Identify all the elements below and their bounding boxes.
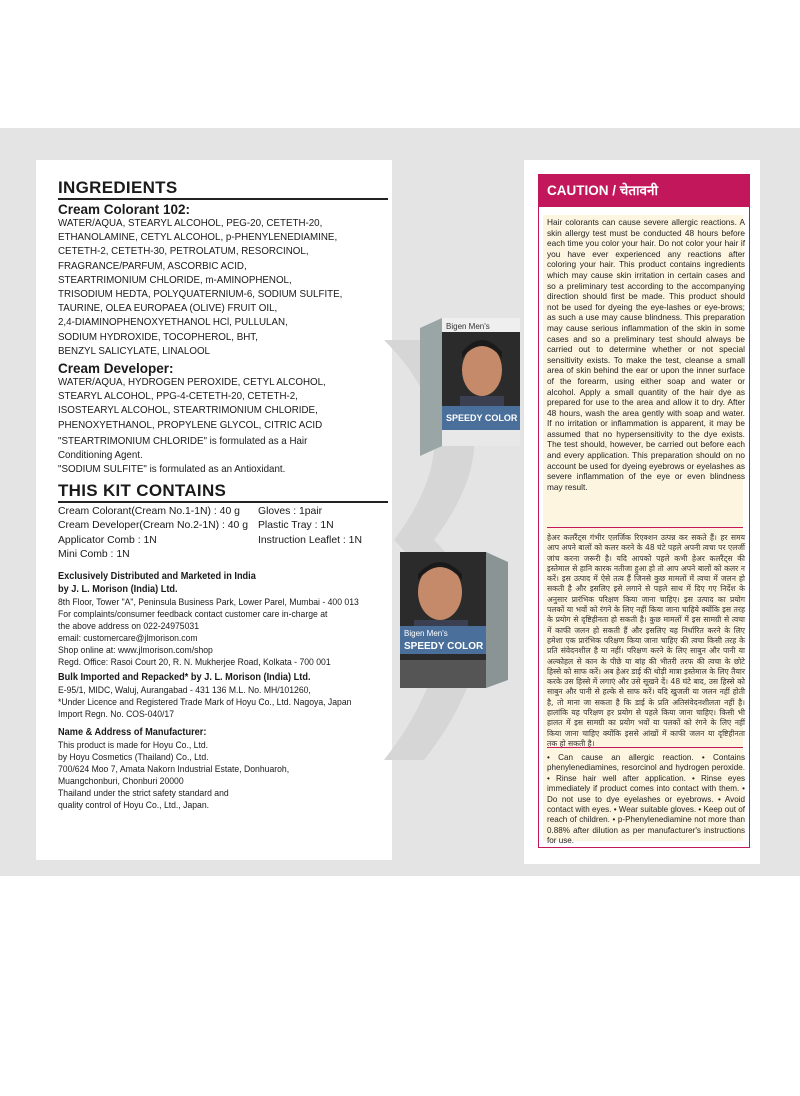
cream-colorant-list: WATER/AQUA, STEARYL ALCOHOL, PEG-20, CETETH-20, ETHANOLAMINE, CETYL ALCOHOL, p-PHENYLENEDIAMINE, CETETH-2, CETETH-30, PETROLATUM, RESORCINOL, FRAGRANCE/PARFUM, ASCORBIC ACID, STEARTRIMONIUM CHLORIDE, m-AMINOPHENOL, TRISODIUM HEDTA, POLYQUATERNIUM-6, SODIUM SULFITE, TAURINE, OLEA EUROPAEA (OLIVE) FRUIT OIL, 2,4-DIAMINOPHENOXYETHANOL HCl, PULLULAN, SODIUM HYDROXIDE, TOCOPHEROL, BHT, BENZYL SALICYLATE, LINALOOL	[58, 218, 343, 357]
distributed-heading: Exclusively Distributed and Marketed in India by J. L. Morison (India) Ltd.	[58, 571, 256, 595]
caution-header	[539, 175, 749, 207]
divider	[58, 198, 388, 200]
divider	[58, 501, 388, 503]
kit-item: Plastic Tray : 1N	[258, 520, 334, 532]
brand-label: Bigen Men's	[404, 629, 448, 638]
caution-body	[543, 215, 745, 846]
caution-frame	[538, 174, 750, 848]
cream-developer-list: WATER/AQUA, HYDROGEN PEROXIDE, CETYL ALCOHOL, STEARYL ALCOHOL, PPG-4-CETETH-20, CETETH-2, ISOSTEARYL ALCOHOL, STEARTRIMONIUM CHLORIDE, PHENOXYETHANOL, PROPYLENE GLYCOL, CITRIC ACID	[58, 377, 326, 431]
ingredients-title: INGREDIENTS	[58, 178, 178, 197]
kit-item: Gloves : 1pair	[258, 506, 323, 518]
kit-item: Instruction Leaflet : 1N	[258, 535, 362, 547]
divider	[547, 747, 743, 748]
caution-bullets: • Can cause an allergic reaction. • Contains phenylenediamines, resorcinol and hydrogen peroxide. • Rinse hair well after application. • Rinse eyes immediately if product comes into contact with them. • Do not use to dye eyelashes or eyebrows. • Avoid contact with eyes. • Wear suitable gloves. • Keep out of reach of children. • p-Phenylenediamine not more than 0.88% after dilution as per manufacturer's instructions for use.	[547, 753, 745, 846]
kit-item: Applicator Comb : 1N	[58, 535, 157, 547]
kit-title: THIS KIT CONTAINS	[58, 481, 227, 501]
brand-label: Bigen Men's	[446, 322, 490, 331]
imported-text: E-95/1, MIDC, Waluj, Aurangabad - 431 136 M.L. No. MH/101260, *Under Licence and Registered Trade Mark of Hoyu Co., Ltd. Nagoya, Japan Import Regn. No. COS-040/17	[58, 684, 352, 720]
kit-contents	[58, 505, 388, 563]
manufacturer-heading: Name & Address of Manufacturer:	[58, 726, 207, 738]
caution-panel	[524, 160, 760, 864]
ingredients-panel	[36, 160, 392, 860]
cream-colorant-heading: Cream Colorant 102:	[58, 202, 191, 217]
caution-text-english: Hair colorants can cause severe allergic reactions. A skin allergy test must be conducted 48 hours before each time you color your hair. Do not color your hair if you have ever experienced any reactions after coloring your hair. This product contains ingredients which may cause skin irritation in certain cases and so a preliminary test according to the accompanying direction should first be made. This product should not be used for dyeing the eye-lashes or eye-brows; as such a use may cause blindness. This preparation may cause serious inflammation of the skin in some cases and so a preliminary test should always be carried out to determine whether or not special sensitivity exists. To make the test, cleanse a small area of skin behind the ear or upon the inner surface of the forearm, using either soap and water or alcohol. Apply a small quantity of the hair dye as prepared for use to the area and allow it to dry. After 48 hours, wash the area gently with soap and water. If no irritation or inflammation is apparent, it may be assumed that no hypersensitivity to the dye exists. The test should, however, be carried out before each and every application. This preparation should on no account be used for dyeing eyebrows or eyelashes as severe inflammation of the eye or even blindness may result.	[547, 217, 745, 492]
caution-title: CAUTION / चेतावनी	[547, 183, 659, 198]
imported-heading: Bulk Imported and Repacked* by J. L. Morison (India) Ltd.	[58, 672, 311, 684]
divider	[547, 527, 743, 528]
distributed-text: 8th Floor, Tower "A", Peninsula Business Park, Lower Parel, Mumbai - 400 013 For complaints/consumer feedback contact customer care in-charge at the above address on 022-24975031 email: customercare@jlmorison.com Shop online at: www.jlmorison.com/shop Regd. Office: Rasoi Court 20, R. N. Mukherjee Road, Kolkata - 700 001	[58, 595, 359, 668]
manufacturer-text: This product is made for Hoyu Co., Ltd. by Hoyu Cosmetics (Thailand) Co., Ltd. 700/624 Moo 7, Amata Nakorn Industrial Estate, Donhuaroh, Muangchonburi, Chonburi 20000 Thailand under the strict safety standard and quality control of Hoyu Co., Ltd., Japan.	[58, 738, 290, 811]
product-name-label: SPEEDY COLOR	[404, 641, 484, 652]
note-sodium-sulfite: "SODIUM SULFITE" is formulated as an Antioxidant.	[58, 464, 286, 476]
cream-developer-heading: Cream Developer:	[58, 361, 174, 377]
product-name-label: SPEEDY COLOR	[446, 413, 518, 423]
product-box-image	[400, 552, 508, 688]
kit-item: Cream Colorant(Cream No.1-1N) : 40 g	[58, 506, 240, 518]
kit-item: Cream Developer(Cream No.2-1N) : 40 g	[58, 520, 248, 532]
caution-text-hindi: हेअर कलरैंट्स गंभीर एलर्जिक रिएक्शन उत्पन्न कर सकते हैं। हर समय आप अपने बालों को कलर करने के 48 घंटे पहले अपनी त्वचा पर एलर्जी जांच करना जरूरी है। यदि आपको पहले कभी हेअर कलरैंट्स की इस्तेमाल से हानि कारक नतीजा हुआ हो तो आप अपने बालों को कलर न करें। इस उत्पाद में ऐसे तत्व हैं जिनसे कुछ मामलों में त्वचा में जलन हो सकती है और इसलिए इसे लगाने से पहले साथ में दिए गए निर्देश के अनुसार प्रारंभिक परिक्षण किया जाना चाहिए। इस उत्पाद का प्रयोग पलकों या भवों को रंगने के लिए नहीं किया जाना चाहिये क्योंकि इस तरह के प्रयोग से दृष्टिहीनता हो सकती है। कुछ मामलों में इस सामग्री से त्वचा में काफी जलन हो सकती हैं और इसलिए यह निर्धारित करने के लिए हमेशा एक प्रारंभिक परिक्षण किया जाना चाहिए की त्वचा किसी तरह के प्रति संवेदनशील है या नहीं। परिक्षण करने के लिए साबुन और पानी या अल्कोहल से कान के पीछे या बांह की भीतरी तरफ की त्वचा के छोटे हिस्से को साफ करें। अब हेअर डाई की थोड़ी मात्रा इस्तेमाल के लिए तैयार करके उस हिस्से में लगाएं और उसे सूखने दें। 48 घंटे बाद, उस हिस्से को साबुन और पानी से हल्के से साफ करें। यदि खुजली या जलन नहीं होती है, तो माना जा सकता है कि डाई के प्रति अतिसंवेदनशीलता नहीं है। हालांकि यह परिक्षण हर प्रयोग से पहले किया जाना चाहिए। किसी भी हालत में इस सामग्री का प्रयोग भवों या पलकों को रंगने के लिए नहीं किया जाना चाहिए क्योंकि इससे आंखों में काफी जलन या दृष्टिहीनता तक हो सकती है।	[547, 533, 745, 748]
note-steartrimonium: "STEARTRIMONIUM CHLORIDE" is formulated as a Hair Conditioning Agent.	[58, 435, 308, 462]
kit-item: Mini Comb : 1N	[58, 549, 130, 561]
product-box-image	[420, 318, 520, 456]
